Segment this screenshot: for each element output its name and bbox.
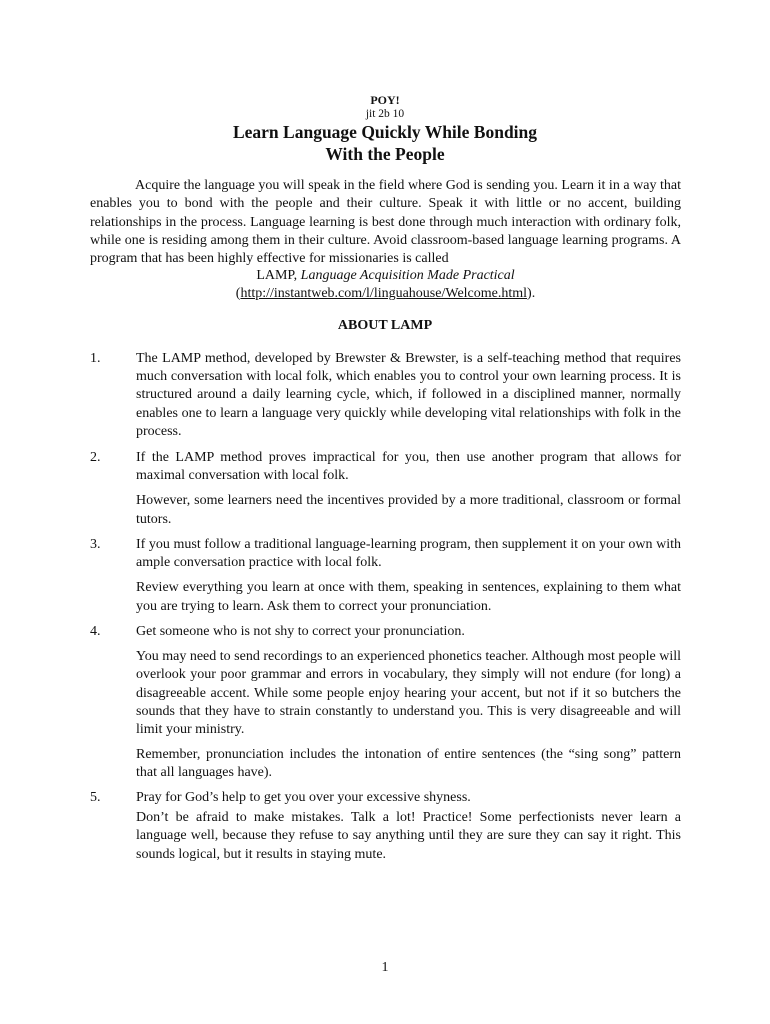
list-item — [90, 350, 681, 441]
intro-paragraph — [90, 177, 681, 268]
item-paragraph: If the LAMP method proves impractical for you, then use another program that allows for maximal conversation with local folk. — [136, 450, 681, 484]
list-item — [90, 449, 681, 529]
lamp-name: Language Acquisition Made Practical — [300, 268, 515, 283]
item-paragraph: If you must follow a traditional language-learning program, then supplement it on your own with ample conversation practice with local folk. — [136, 537, 681, 571]
page-title — [0, 121, 770, 165]
list-item — [90, 536, 681, 616]
item-paragraph: The LAMP method, developed by Brewster & Brewster, is a self-teaching method that requires much conversation with local folk, which enables you to control your own learning process. It is structured around a daily learning cycle, which, if followed in a disciplined manner, normally enables one to learn a language very quickly while developing vital relationships with folk in the process. — [136, 351, 681, 439]
item-number: 2. — [90, 450, 101, 465]
item-paragraph: Pray for God’s help to get you over your excessive shyness. — [136, 790, 471, 805]
title-line-2: With the People — [325, 144, 445, 164]
item-number: 1. — [90, 351, 101, 366]
title-line-1: Learn Language Quickly While Bonding — [232, 122, 538, 142]
item-paragraph: Get someone who is not shy to correct your pronunciation. — [136, 624, 465, 639]
url-close: ). — [527, 286, 536, 301]
intro-text: Acquire the language you will speak in the field where God is sending you. Learn it in a way that enables you to bond with the people and their culture. Speak it with little or no accent, building relationships in the process. Language learning is best done through much interaction with ordinary folk, while one is residing among them in their culture. Avoid classroom-based language learning programs. A program that has been highly effective for missionaries is called — [90, 178, 681, 267]
list-item — [90, 789, 681, 864]
document-code: jit 2b 10 — [365, 108, 405, 120]
lamp-prefix: LAMP, — [256, 268, 301, 283]
item-paragraph: However, some learners need the incentives provided by a more traditional, classroom or formal tutors. — [136, 493, 681, 527]
item-number: 5. — [90, 790, 101, 805]
lamp-link[interactable]: http://instantweb.com/l/linguahouse/Welcome.html — [240, 286, 528, 301]
item-paragraph: Review everything you learn at once with them, speaking in sentences, explaining to them what you are trying to learn. Ask them to correct your pronunciation. — [136, 580, 681, 614]
item-paragraph: Don’t be afraid to make mistakes. Talk a lot! Practice! Some perfectionists never learn a language well, because they refuse to say anything until they are sure they can say it right. This sounds logical, but it results in staying mute. — [136, 810, 681, 862]
page-number: 1 — [381, 960, 389, 975]
item-number: 4. — [90, 624, 101, 639]
header-label: POY! — [370, 93, 400, 107]
item-paragraph: You may need to send recordings to an experienced phonetics teacher. Although most people will overlook your poor grammar and errors in vocabulary, they simply will not endure (for long) a disagreeable accent. While some people enjoy hearing your accent, but not if it so butchers the sounds that they have to strain constantly to understand you. This is very disagreeable and will limit your ministry. — [136, 649, 681, 738]
item-number: 3. — [90, 537, 101, 552]
list-item — [90, 623, 681, 783]
url-open: ( — [235, 286, 241, 301]
lamp-line — [90, 267, 681, 285]
url-line — [90, 285, 681, 303]
item-paragraph: Remember, pronunciation includes the intonation of entire sentences (the “sing song” pattern that all languages have). — [136, 747, 681, 781]
section-heading: ABOUT LAMP — [337, 318, 433, 333]
